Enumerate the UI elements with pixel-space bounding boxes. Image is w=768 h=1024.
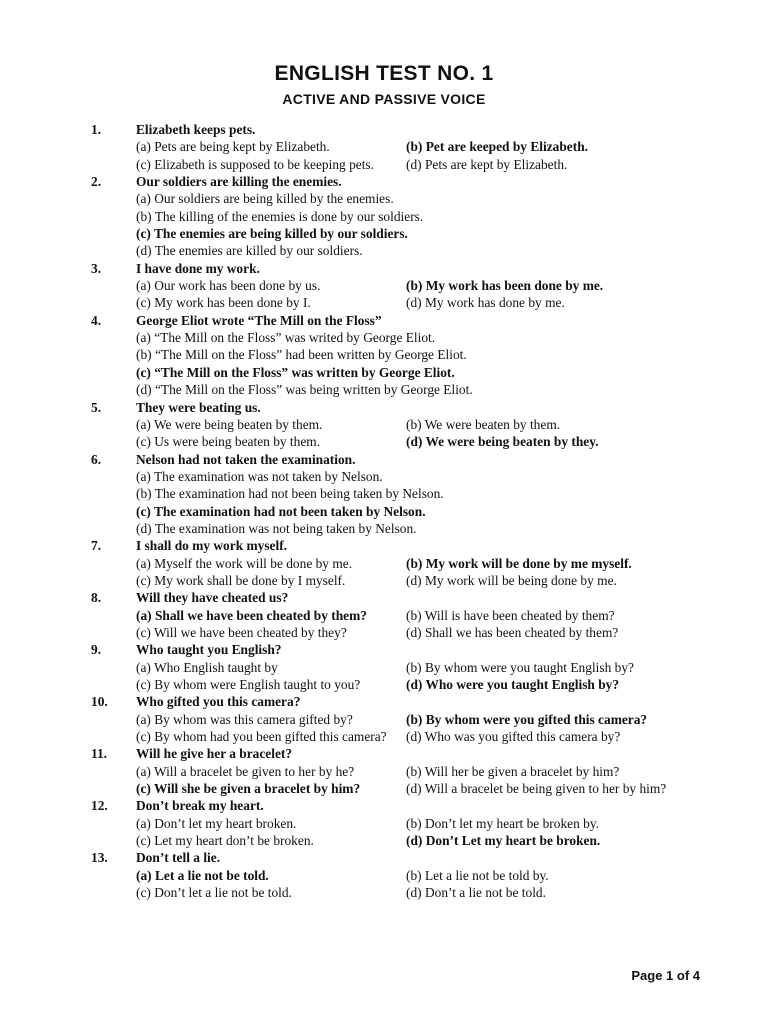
question-number: 11. — [91, 746, 107, 762]
option-row — [0, 884, 768, 901]
question-text: Who gifted you this camera? — [136, 694, 301, 710]
answer-option: (b) “The Mill on the Floss” had been written by George Eliot. — [136, 347, 467, 363]
option-row — [0, 225, 768, 242]
question-header — [0, 173, 768, 190]
answer-option: (a) Don’t let my heart broken. — [136, 815, 297, 831]
option-row — [0, 676, 768, 693]
question-header — [0, 399, 768, 416]
answer-option: (b) Will her be given a bracelet by him? — [406, 763, 620, 779]
answer-option: (a) Pets are being kept by Elizabeth. — [136, 139, 330, 155]
answer-option-correct: (b) Pet are keeped by Elizabeth. — [406, 139, 588, 155]
page-subtitle: ACTIVE AND PASSIVE VOICE — [282, 91, 486, 107]
answer-option-correct: (c) The examination had not been taken by Nelson. — [136, 503, 426, 519]
answer-option: (d) Don’t a lie not be told. — [406, 885, 546, 901]
option-row — [0, 711, 768, 728]
question-number: 6. — [91, 451, 102, 467]
answer-option: (b) Don’t let my heart be broken by. — [406, 815, 599, 831]
option-row — [0, 138, 768, 155]
answer-option: (c) Don’t let a lie not be told. — [136, 885, 292, 901]
question-text: Will they have cheated us? — [136, 590, 289, 606]
answer-option: (b) The killing of the enemies is done by our soldiers. — [136, 208, 424, 224]
answer-option: (d) Pets are kept by Elizabeth. — [406, 156, 568, 172]
answer-option-correct: (a) Let a lie not be told. — [136, 867, 269, 883]
question-number: 12. — [91, 798, 108, 814]
answer-option: (d) Will a bracelet be being given to her by him? — [406, 781, 667, 797]
question-number: 2. — [91, 174, 102, 190]
option-row — [0, 416, 768, 433]
answer-option: (c) By whom had you been gifted this camera? — [136, 729, 387, 745]
question-text: Elizabeth keeps pets. — [136, 122, 256, 137]
question-number: 13. — [91, 850, 108, 866]
question-text: They were beating us. — [136, 399, 261, 415]
answer-option-correct: (c) Will she be given a bracelet by him? — [136, 781, 361, 797]
page-number: Page 1 of 4 — [631, 968, 700, 983]
answer-option: (d) My work has done by me. — [406, 295, 565, 311]
answer-option: (d) “The Mill on the Floss” was being written by George Eliot. — [136, 382, 473, 398]
page-title: ENGLISH TEST NO. 1 — [274, 62, 494, 85]
question-number: 8. — [91, 590, 102, 606]
answer-option: (d) The examination was not being taken by Nelson. — [136, 520, 417, 536]
answer-option: (c) Will we have been cheated by they? — [136, 624, 347, 640]
option-row — [0, 242, 768, 259]
answer-option: (b) Will is have been cheated by them? — [406, 607, 615, 623]
option-row — [0, 503, 768, 520]
answer-option: (c) Us were being beaten by them. — [136, 434, 321, 450]
option-row — [0, 867, 768, 884]
option-row — [0, 572, 768, 589]
question-header — [0, 641, 768, 658]
answer-option: (a) Myself the work will be done by me. — [136, 555, 353, 571]
question-text: George Eliot wrote “The Mill on the Floss” — [136, 312, 382, 328]
option-row — [0, 555, 768, 572]
option-row — [0, 520, 768, 537]
answer-option: (c) Let my heart don’t be broken. — [136, 833, 314, 849]
option-row — [0, 485, 768, 502]
answer-option-correct: (d) Who were you taught English by? — [406, 677, 620, 692]
option-row — [0, 364, 768, 381]
option-row — [0, 156, 768, 173]
question-header — [0, 260, 768, 277]
answer-option-correct: (d) Don’t Let my heart be broken. — [406, 833, 601, 849]
option-row — [0, 763, 768, 780]
question-text: Don’t break my heart. — [136, 798, 264, 814]
answer-option: (d) Shall we has been cheated by them? — [406, 624, 619, 640]
answer-option: (c) Elizabeth is supposed to be keeping pets. — [136, 156, 374, 172]
answer-option: (d) The enemies are killed by our soldiers. — [136, 243, 363, 259]
question-header — [0, 849, 768, 866]
option-row — [0, 208, 768, 225]
question-header — [0, 589, 768, 606]
question-header — [0, 312, 768, 329]
answer-option: (a) Our soldiers are being killed by the enemies. — [136, 191, 394, 207]
option-row — [0, 659, 768, 676]
answer-option: (a) We were being beaten by them. — [136, 416, 323, 432]
question-text: Don’t tell a lie. — [136, 850, 221, 866]
question-number: 10. — [91, 694, 108, 710]
option-row — [0, 780, 768, 797]
question-text: I shall do my work myself. — [136, 538, 288, 554]
question-text: Our soldiers are killing the enemies. — [136, 174, 342, 190]
option-row — [0, 607, 768, 624]
answer-option: (a) Will a bracelet be given to her by he? — [136, 763, 355, 779]
answer-option: (a) The examination was not taken by Nelson. — [136, 468, 383, 484]
question-number: 3. — [91, 260, 102, 276]
answer-option: (a) By whom was this camera gifted by? — [136, 711, 353, 727]
option-row — [0, 329, 768, 346]
question-list — [0, 121, 768, 901]
option-row — [0, 346, 768, 363]
option-row — [0, 624, 768, 641]
answer-option: (a) Who English taught by — [136, 659, 278, 675]
question-header — [0, 537, 768, 554]
question-header — [0, 121, 768, 138]
option-row — [0, 468, 768, 485]
question-text: I have done my work. — [136, 260, 260, 276]
option-row — [0, 190, 768, 207]
option-row — [0, 728, 768, 745]
answer-option: (a) Our work has been done by us. — [136, 278, 321, 294]
answer-option: (b) We were beaten by them. — [406, 416, 561, 432]
question-text: Who taught you English? — [136, 642, 282, 658]
question-number: 5. — [91, 399, 102, 415]
option-row — [0, 832, 768, 849]
option-row — [0, 815, 768, 832]
question-text: Nelson had not taken the examination. — [136, 451, 356, 467]
answer-option: (b) By whom were you taught English by? — [406, 659, 634, 675]
option-row — [0, 294, 768, 311]
answer-option: (c) My work has been done by I. — [136, 295, 311, 311]
answer-option-correct: (a) Shall we have been cheated by them? — [136, 607, 367, 623]
question-number: 7. — [91, 538, 102, 554]
answer-option: (a) “The Mill on the Floss” was writed by George Eliot. — [136, 330, 436, 346]
answer-option-correct: (c) The enemies are being killed by our soldiers. — [136, 226, 408, 242]
answer-option-correct: (b) My work will be done by me myself. — [406, 555, 632, 571]
question-number: 1. — [91, 122, 102, 137]
answer-option-correct: (d) We were being beaten by they. — [406, 434, 599, 450]
answer-option-correct: (b) By whom were you gifted this camera? — [406, 711, 648, 727]
question-header — [0, 693, 768, 710]
question-header — [0, 797, 768, 814]
answer-option: (c) My work shall be done by I myself. — [136, 572, 346, 588]
option-row — [0, 433, 768, 450]
question-header — [0, 451, 768, 468]
answer-option-correct: (b) My work has been done by me. — [406, 278, 604, 294]
answer-option-correct: (c) “The Mill on the Floss” was written by George Eliot. — [136, 364, 455, 380]
option-row — [0, 277, 768, 294]
answer-option: (d) My work will be being done by me. — [406, 572, 617, 588]
option-row — [0, 381, 768, 398]
answer-option: (c) By whom were English taught to you? — [136, 677, 361, 692]
question-header — [0, 745, 768, 762]
answer-option: (b) Let a lie not be told by. — [406, 867, 549, 883]
question-number: 9. — [91, 642, 102, 658]
answer-option: (b) The examination had not been being taken by Nelson. — [136, 486, 444, 502]
answer-option: (d) Who was you gifted this camera by? — [406, 729, 621, 745]
question-text: Will he give her a bracelet? — [136, 746, 293, 762]
question-number: 4. — [91, 312, 102, 328]
